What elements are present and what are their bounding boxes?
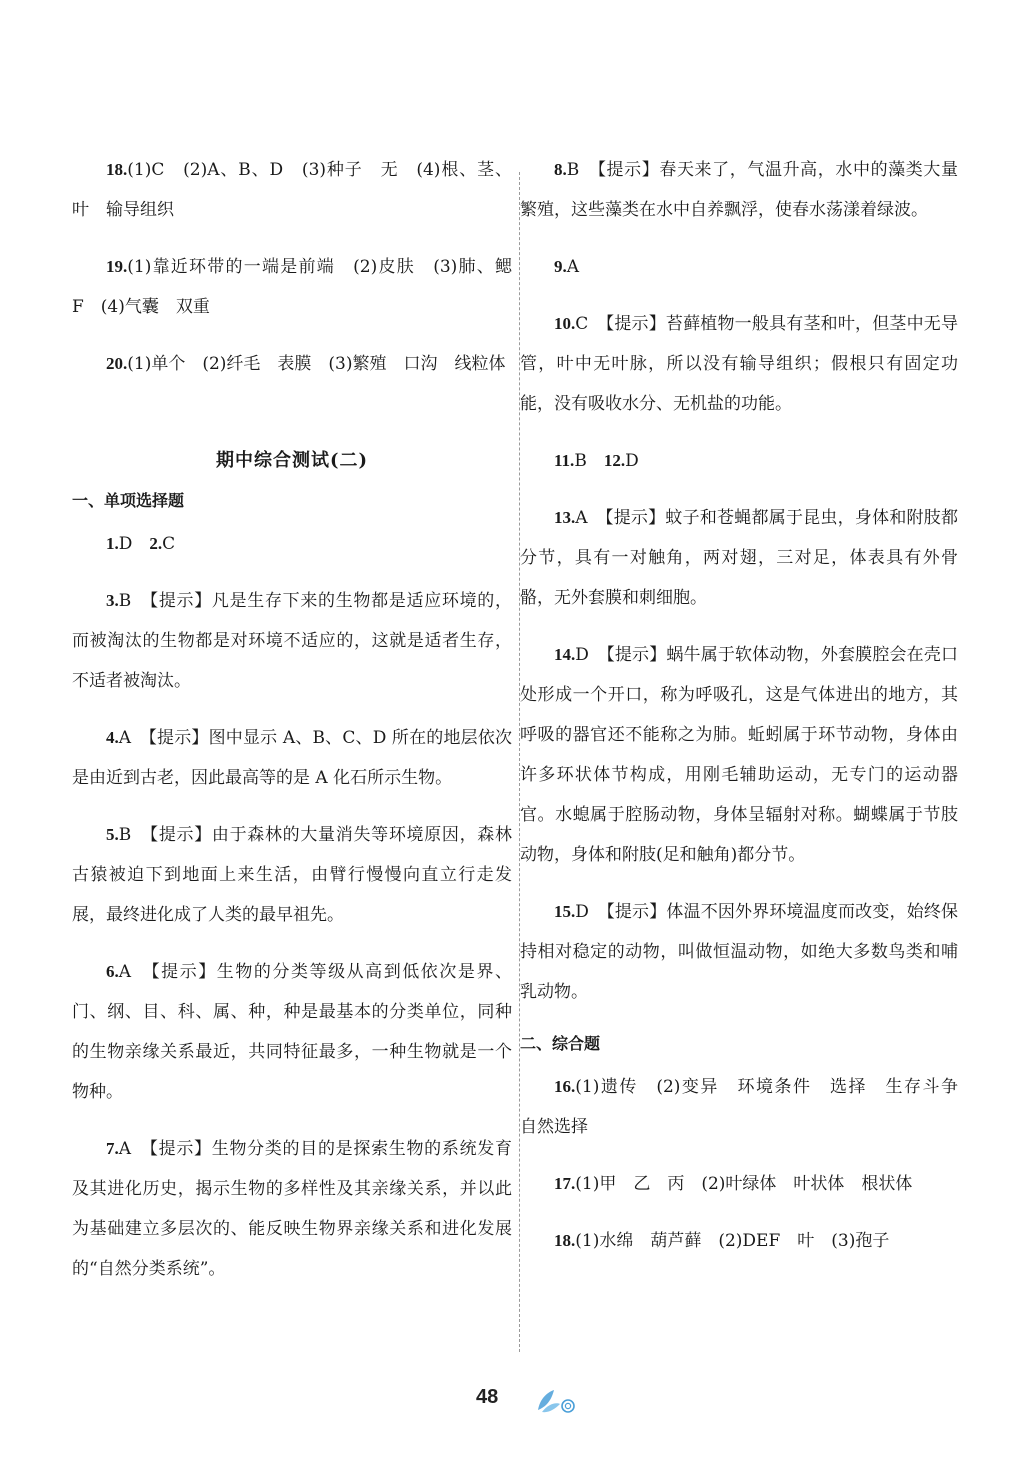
- answer-item: 10.C 【提示】苔藓植物一般具有茎和叶，但茎中无导管，叶中无叶脉，所以没有输导组织；假根只有固定功能，没有吸收水分、无机盐的功能。: [520, 314, 958, 414]
- answer-item: 11.B 12.D: [554, 451, 639, 471]
- subsection-heading: 一、单项选择题: [72, 491, 185, 510]
- leaf-swirl-icon: [534, 1386, 580, 1420]
- answer-item: 1.D 2.C: [106, 534, 176, 554]
- answer-item: 8.B 【提示】春天来了，气温升高，水中的藻类大量繁殖，这些藻类在水中自养飘浮，使春水荡漾着绿波。: [520, 160, 958, 220]
- answer-item: 9.A: [554, 257, 580, 277]
- page-footer: [0, 1386, 1013, 1426]
- answer-item: 19.(1)靠近环带的一端是前端 (2)皮肤 (3)肺、鳃 F (4)气囊 双重: [72, 257, 529, 317]
- subsection-heading: 二、综合题: [520, 1034, 601, 1053]
- answer-item: 7.A 【提示】生物分类的目的是探索生物的系统发育及其进化历史，揭示生物的多样性及其亲缘关系，并以此为基础建立多层次的、能反映生物界亲缘关系和进化发展的“自然分类系统”。: [72, 1139, 512, 1279]
- answer-item: 3.B 【提示】凡是生存下来的生物都是适应环境的，而被淘汰的生物都是对环境不适应的，这就是适者生存，不适者被淘汰。: [72, 591, 512, 691]
- answer-item: 5.B 【提示】由于森林的大量消失等环境原因，森林古猿被迫下到地面上来生活，由臂行慢慢向直立行走发展，最终进化成了人类的最早祖先。: [72, 825, 512, 925]
- answer-item: 18.(1)C (2)A、B、D (3)种子 无 (4)根、茎、叶 输导组织: [72, 160, 512, 220]
- answer-item: 20.(1)单个 (2)纤毛 表膜 (3)繁殖 口沟 线粒体: [106, 354, 506, 374]
- right-column: [520, 150, 975, 1278]
- section-title: 期中综合测试(二): [215, 450, 369, 471]
- page-number: 48: [476, 1386, 499, 1408]
- answer-item: 17.(1)甲 乙 丙 (2)叶绿体 叶状体 根状体: [554, 1174, 913, 1194]
- answer-item: 6.A 【提示】生物的分类等级从高到低依次是界、门、纲、目、科、属、种，种是最基本的分类单位，同种的生物亲缘关系最近，共同特征最多，一种生物就是一个物种。: [72, 962, 512, 1102]
- answer-item: 14.D 【提示】蜗牛属于软体动物，外套膜腔会在壳口处形成一个开口，称为呼吸孔，这是气体进出的地方，其呼吸的器官还不能称之为肺。蚯蚓属于环节动物，身体由许多环状体节构成，用刚毛辅助运动，无专门的运动器官。水螅属于腔肠动物，身体呈辐射对称。蝴蝶属于节肢动物，身体和附肢(足和触角)都分节。: [520, 645, 958, 865]
- answer-item: 15.D 【提示】体温不因外界环境温度而改变，始终保持相对稳定的动物，叫做恒温动物，如绝大多数鸟类和哺乳动物。: [520, 902, 958, 1002]
- answer-item: 13.A 【提示】蚊子和苍蝇都属于昆虫，身体和附肢都分节，具有一对触角，两对翅，三对足，体表具有外骨骼，无外套膜和刺细胞。: [520, 508, 958, 608]
- left-column: [72, 150, 529, 1306]
- answer-item: 18.(1)水绵 葫芦藓 (2)DEF 叶 (3)孢子: [554, 1231, 890, 1251]
- answer-item: 16.(1)遗传 (2)变异 环境条件 选择 生存斗争 自然选择: [520, 1077, 975, 1137]
- answer-item: 4.A 【提示】图中显示 A、B、C、D 所在的地层依次是由近到古老，因此最高等的是 A 化石所示生物。: [72, 728, 512, 788]
